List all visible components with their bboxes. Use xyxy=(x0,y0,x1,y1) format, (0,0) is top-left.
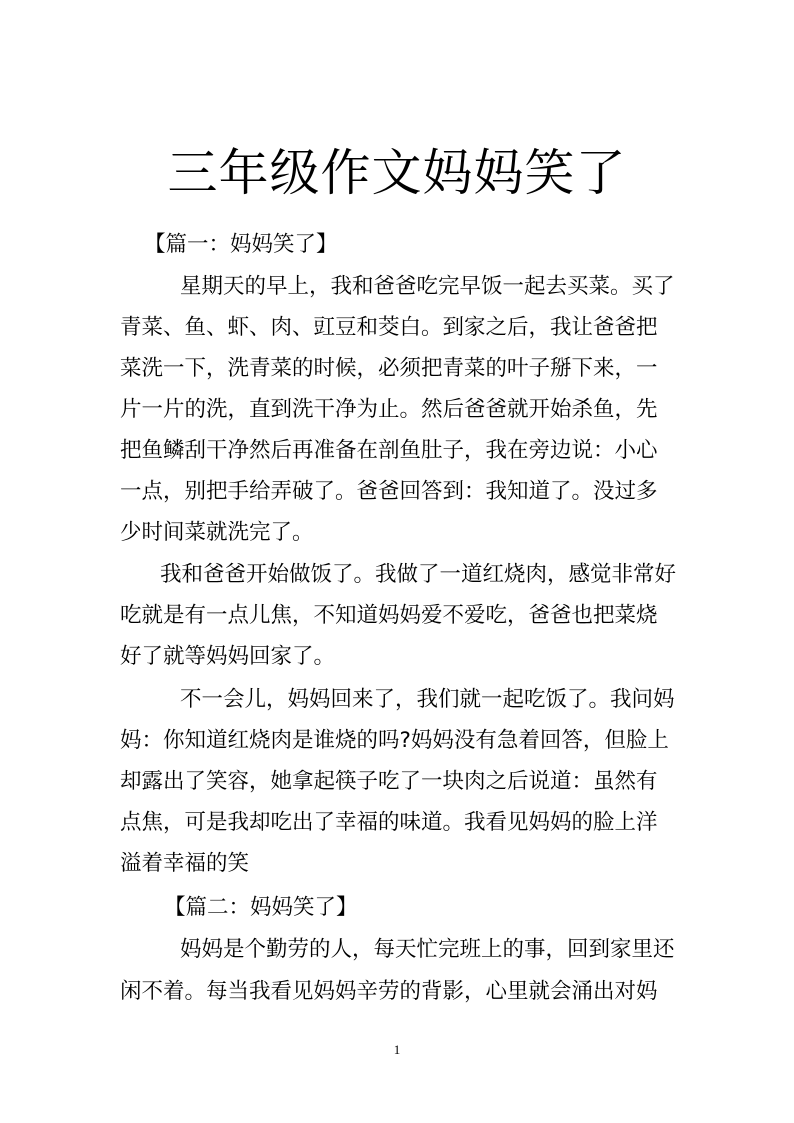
paragraph-line: 菜洗一下，洗青菜的时候，必须把青菜的叶子掰下来，一 xyxy=(120,356,658,381)
paragraph-line: 好了就等妈妈回家了。 xyxy=(120,644,336,669)
paragraph-line: 不一会儿，妈妈回来了，我们就一起吃饭了。我问妈 xyxy=(180,687,675,712)
section-heading-1: 【篇一：妈妈笑了】 xyxy=(144,232,338,257)
paragraph-line: 吃就是有一点儿焦，不知道妈妈爱不爱吃，爸爸也把菜烧 xyxy=(120,603,658,628)
paragraph-line: 妈：你知道红烧肉是谁烧的吗?妈妈没有急着回答，但脸上 xyxy=(120,728,669,753)
document-title: 三年级作文妈妈笑了 xyxy=(167,144,627,202)
paragraph-line: 我和爸爸开始做饭了。我做了一道红烧肉，感觉非常好 xyxy=(160,562,677,587)
paragraph-line: 闲不着。每当我看见妈妈辛劳的背影，心里就会涌出对妈 xyxy=(120,979,658,1004)
paragraph-line: 一点，别把手给弄破了。爸爸回答到：我知道了。没过多 xyxy=(120,479,658,504)
page-number: 1 xyxy=(393,1042,401,1057)
paragraph-line: 少时间菜就洗完了。 xyxy=(120,520,314,545)
paragraph-line: 青菜、鱼、虾、肉、豇豆和茭白。到家之后，我让爸爸把 xyxy=(120,315,658,340)
paragraph-line: 把鱼鳞刮干净然后再准备在剖鱼肚子，我在旁边说：小心 xyxy=(120,438,658,463)
paragraph-line: 点焦，可是我却吃出了幸福的味道。我看见妈妈的脸上洋 xyxy=(120,810,658,835)
paragraph-line: 妈妈是个勤劳的人，每天忙完班上的事，回到家里还 xyxy=(180,937,675,962)
paragraph-line: 溢着幸福的笑 xyxy=(120,851,250,876)
paragraph-line: 片一片的洗，直到洗干净为止。然后爸爸就开始杀鱼，先 xyxy=(120,397,658,422)
paragraph-line: 却露出了笑容，她拿起筷子吃了一块肉之后说道：虽然有 xyxy=(120,769,658,794)
section-heading-2: 【篇二：妈妈笑了】 xyxy=(164,895,358,920)
paragraph-line: 星期天的早上，我和爸爸吃完早饭一起去买菜。买了 xyxy=(180,274,675,299)
